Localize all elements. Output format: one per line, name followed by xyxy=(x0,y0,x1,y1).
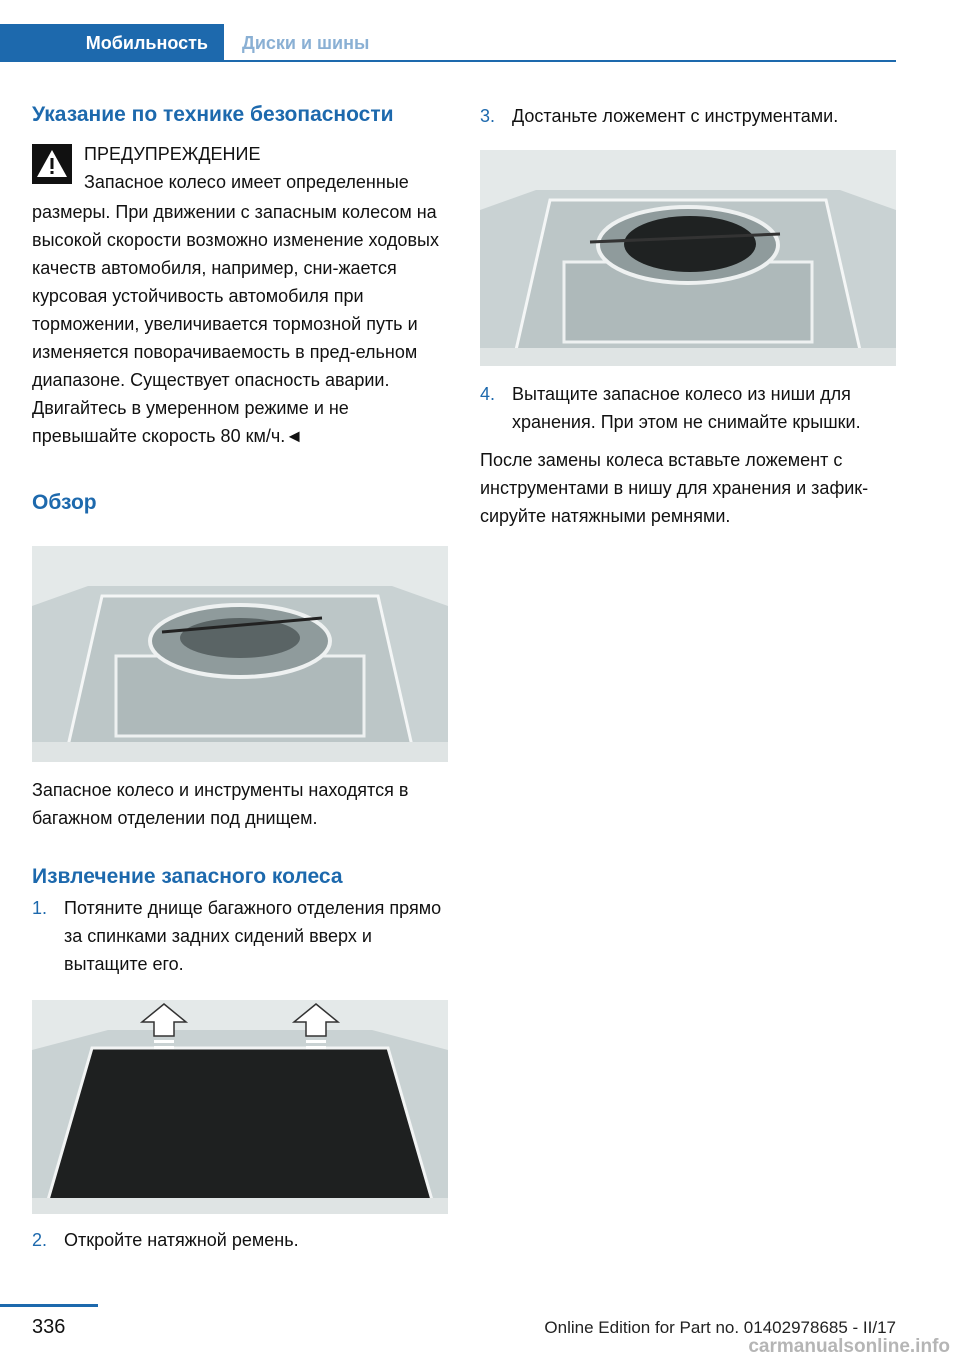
list-text: Достаньте ложемент с инструментами. xyxy=(512,106,839,126)
list-text: Вытащите запасное колесо из ниши для хранения. При этом не снимайте крышки. xyxy=(512,384,861,432)
list-number: 2. xyxy=(32,1230,48,1250)
trunk-overview-image xyxy=(32,546,448,762)
warning-header xyxy=(32,138,448,210)
list-text: Откройте натяжной ремень. xyxy=(64,1230,299,1250)
overview-text: Запасное колесо и инструменты находятся в багажном отделении под днищем. xyxy=(32,780,409,828)
list-item xyxy=(32,1226,448,1254)
list-item xyxy=(480,380,896,436)
list-number: 1. xyxy=(32,898,48,918)
header-tab-active[interactable] xyxy=(0,24,224,62)
header-tab-inactive-label: Диски и шины xyxy=(242,32,370,53)
footer-divider xyxy=(0,1304,98,1307)
trunk-floor-image xyxy=(32,1000,448,1214)
warning-first-line: Запасное колесо имеет определенные xyxy=(84,172,409,192)
header-divider xyxy=(224,60,896,62)
warning-body: размеры. При движении с запасным колесом на высокой скорости возможно изменение ходовых качеств автомобиля, например, сни-жается курсовая устойчивость автомобиля при торможении, увеличивается тормозной путь и изменяется поворачиваемость в пред-ельном диапазоне. Существует опасность аварии. Двигайтесь в умеренном режиме и не превышайте скорость 80 км/ч.◄ xyxy=(32,202,439,446)
list-item xyxy=(32,894,448,978)
header-tab-inactive[interactable] xyxy=(242,24,369,62)
tool-tray-image xyxy=(480,150,896,366)
left-column xyxy=(32,100,448,1254)
warning-title: ПРЕДУПРЕЖДЕНИЕ xyxy=(84,144,261,164)
list-number: 3. xyxy=(480,106,496,126)
edition-text: Online Edition for Part no. 01402978685 - II/17 xyxy=(544,1318,896,1337)
list-item xyxy=(480,102,896,130)
watermark: carmanualsonline.info xyxy=(748,1336,950,1357)
list-number: 4. xyxy=(480,384,496,404)
page-number: 336 xyxy=(32,1316,66,1338)
safety-heading: Указание по технике безопасности xyxy=(32,103,394,126)
header-tab-active-label: Мобильность xyxy=(85,32,208,53)
closing-text: После замены колеса вставьте ложемент с инструментами в нишу для хранения и зафик-сируйте натяжными ремнями. xyxy=(480,450,869,526)
warning-triangle-icon xyxy=(32,144,72,184)
right-column xyxy=(480,100,896,530)
list-text: Потяните днище багажного отделения прямо за спинками задних сидений вверх и вытащите его. xyxy=(64,898,442,974)
overview-heading: Обзор xyxy=(32,491,97,514)
removal-heading: Извлечение запасного колеса xyxy=(32,865,343,888)
